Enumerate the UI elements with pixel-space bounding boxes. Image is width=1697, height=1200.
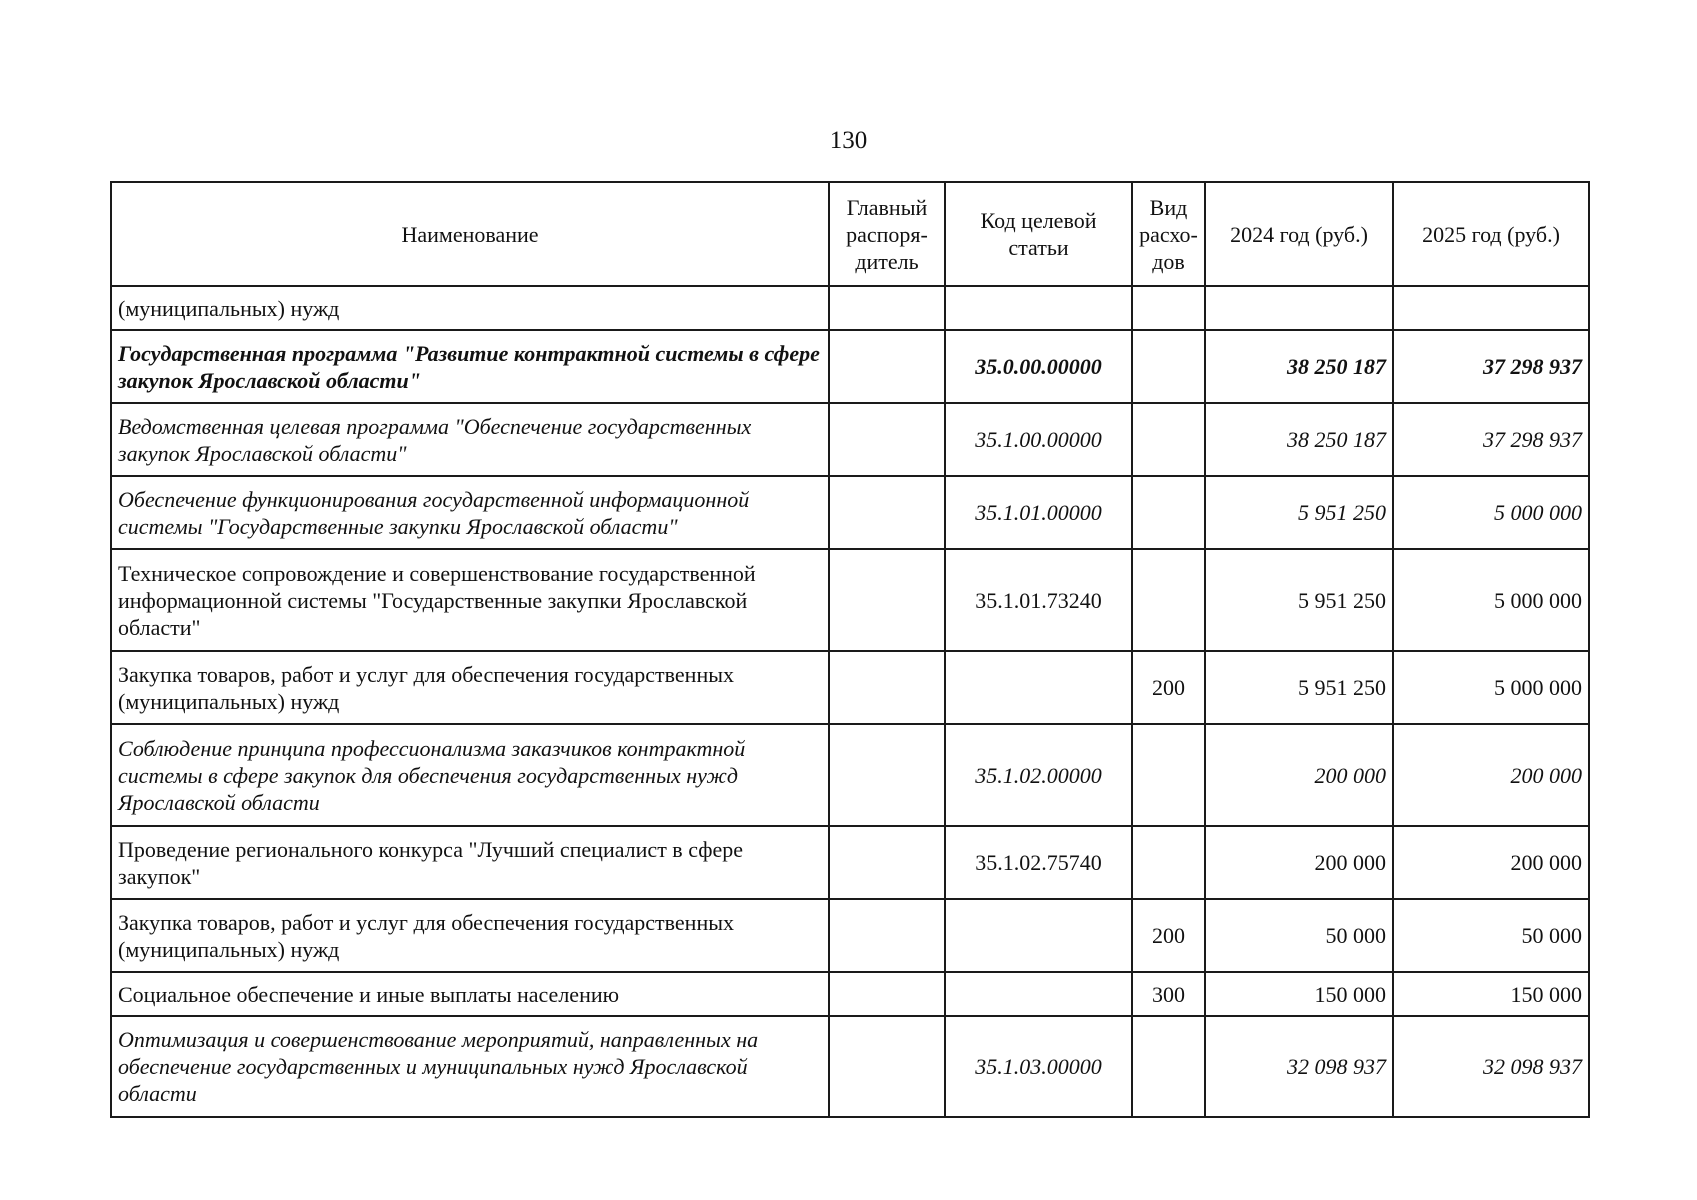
row-type (1132, 476, 1205, 549)
row-2025: 37 298 937 (1393, 403, 1589, 476)
table-row (111, 1016, 1589, 1117)
budget-table (110, 181, 1590, 1118)
row-name: Соблюдение принципа профессионализма заказчиков контрактной системы в сфере закупок для обеспечения государственных нужд Ярославской области (111, 724, 829, 826)
row-type (1132, 826, 1205, 899)
table-row (111, 476, 1589, 549)
row-2025: 5 000 000 (1393, 476, 1589, 549)
row-2024: 38 250 187 (1205, 403, 1393, 476)
row-2024: 32 098 937 (1205, 1016, 1393, 1117)
row-2024: 200 000 (1205, 724, 1393, 826)
table-header (111, 182, 1589, 286)
row-name: Техническое сопровождение и совершенствование государственной информационной системы "Государственные закупки Ярославской области" (111, 549, 829, 651)
row-manager (829, 476, 945, 549)
row-2024: 5 951 250 (1205, 651, 1393, 724)
row-2024: 150 000 (1205, 972, 1393, 1016)
row-name: (муниципальных) нужд (111, 286, 829, 330)
header-manager: Главный распоря-дитель (829, 182, 945, 286)
row-code: 35.0.00.00000 (945, 330, 1132, 403)
row-name: Закупка товаров, работ и услуг для обеспечения государственных (муниципальных) нужд (111, 651, 829, 724)
row-2025: 32 098 937 (1393, 1016, 1589, 1117)
table-body (111, 286, 1589, 1117)
row-name: Проведение регионального конкурса "Лучший специалист в сфере закупок" (111, 826, 829, 899)
row-code: 35.1.03.00000 (945, 1016, 1132, 1117)
row-code (945, 286, 1132, 330)
table-row (111, 899, 1589, 972)
row-type: 200 (1132, 651, 1205, 724)
row-manager (829, 403, 945, 476)
table-row (111, 651, 1589, 724)
row-type (1132, 403, 1205, 476)
row-2024: 200 000 (1205, 826, 1393, 899)
row-manager (829, 972, 945, 1016)
table-row (111, 549, 1589, 651)
header-2024: 2024 год (руб.) (1205, 182, 1393, 286)
table-row (111, 972, 1589, 1016)
row-2025: 37 298 937 (1393, 330, 1589, 403)
row-code (945, 972, 1132, 1016)
row-manager (829, 286, 945, 330)
table-row (111, 724, 1589, 826)
header-name: Наименование (111, 182, 829, 286)
row-manager (829, 1016, 945, 1117)
row-code: 35.1.01.73240 (945, 549, 1132, 651)
row-manager (829, 330, 945, 403)
row-2024: 50 000 (1205, 899, 1393, 972)
row-2025 (1393, 286, 1589, 330)
table-row (111, 286, 1589, 330)
row-code (945, 899, 1132, 972)
header-2025: 2025 год (руб.) (1393, 182, 1589, 286)
page-number: 130 (829, 127, 868, 154)
row-2025: 5 000 000 (1393, 651, 1589, 724)
row-2024: 5 951 250 (1205, 549, 1393, 651)
row-2024: 38 250 187 (1205, 330, 1393, 403)
row-type (1132, 286, 1205, 330)
row-code: 35.1.02.75740 (945, 826, 1132, 899)
row-name: Закупка товаров, работ и услуг для обеспечения государственных (муниципальных) нужд (111, 899, 829, 972)
row-2025: 200 000 (1393, 826, 1589, 899)
row-type: 200 (1132, 899, 1205, 972)
row-2025: 200 000 (1393, 724, 1589, 826)
row-name: Обеспечение функционирования государственной информационной системы "Государственные закупки Ярославской области" (111, 476, 829, 549)
row-name: Оптимизация и совершенствование мероприятий, направленных на обеспечение государственных и муниципальных нужд Ярославской области (111, 1016, 829, 1117)
row-2025: 50 000 (1393, 899, 1589, 972)
row-type: 300 (1132, 972, 1205, 1016)
row-code (945, 651, 1132, 724)
row-name: Ведомственная целевая программа "Обеспечение государственных закупок Ярославской области" (111, 403, 829, 476)
row-name: Государственная программа "Развитие контрактной системы в сфере закупок Ярославской области" (111, 330, 829, 403)
row-manager (829, 549, 945, 651)
row-code: 35.1.00.00000 (945, 403, 1132, 476)
row-type (1132, 549, 1205, 651)
row-manager (829, 651, 945, 724)
table-row (111, 330, 1589, 403)
row-code: 35.1.01.00000 (945, 476, 1132, 549)
header-row (111, 182, 1589, 286)
table-row (111, 826, 1589, 899)
row-manager (829, 724, 945, 826)
row-2025: 5 000 000 (1393, 549, 1589, 651)
row-2024 (1205, 286, 1393, 330)
header-code: Код целевой статьи (945, 182, 1132, 286)
row-code: 35.1.02.00000 (945, 724, 1132, 826)
row-2024: 5 951 250 (1205, 476, 1393, 549)
row-type (1132, 330, 1205, 403)
row-type (1132, 1016, 1205, 1117)
row-manager (829, 826, 945, 899)
table-row (111, 403, 1589, 476)
row-manager (829, 899, 945, 972)
row-name: Социальное обеспечение и иные выплаты населению (111, 972, 829, 1016)
row-2025: 150 000 (1393, 972, 1589, 1016)
header-type: Вид расхо-дов (1132, 182, 1205, 286)
row-type (1132, 724, 1205, 826)
